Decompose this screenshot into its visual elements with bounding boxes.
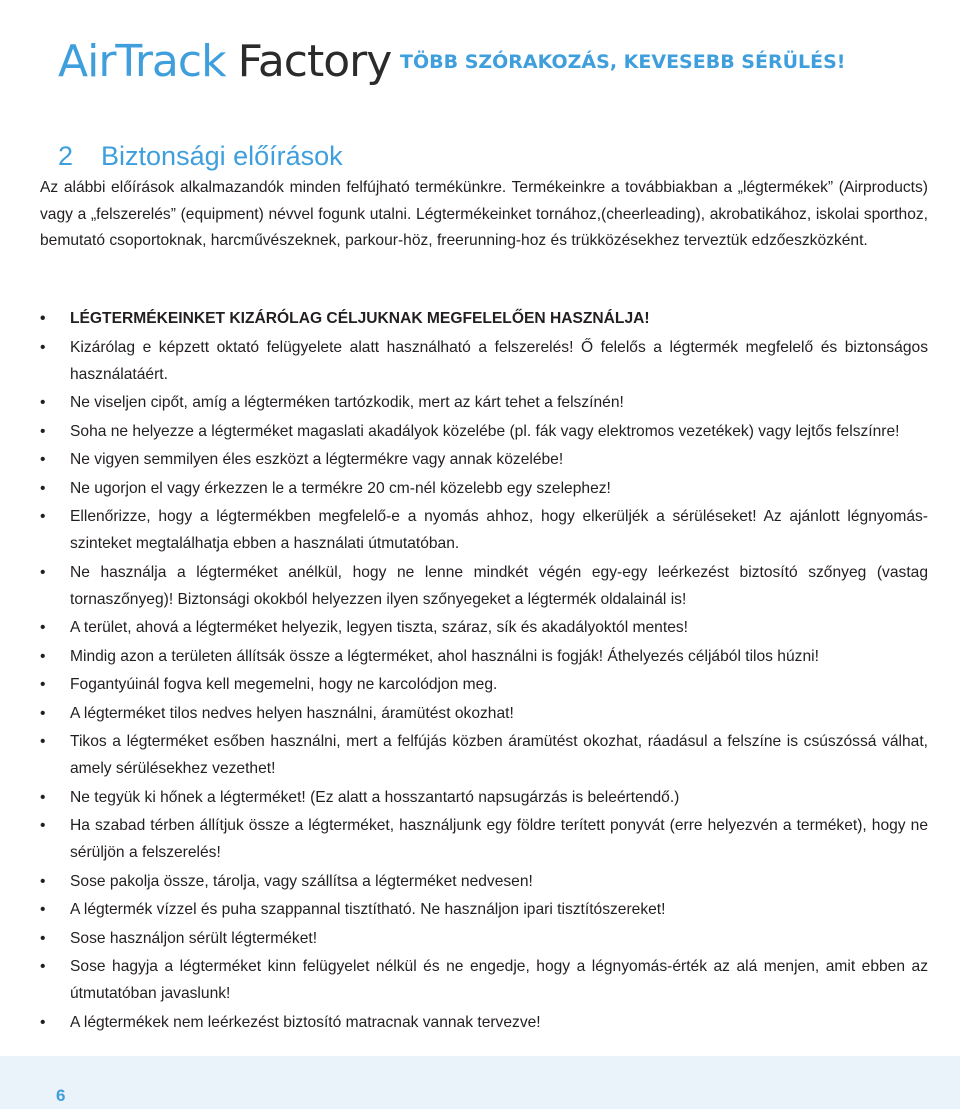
- list-item-text: Fogantyúinál fogva kell megemelni, hogy ne karcolódjon meg.: [70, 676, 498, 693]
- intro-paragraph: Az alábbi előírások alkalmazandók minden felfújható termékünkre. Termékeinkre a továbbiakban a „légtermékek” (Airproducts) vagy a „felszerelés” (equipment) névvel fogunk utalni. Légtermékeinket tornához,(cheerleading), akrobatikához, iskolai sporthoz, bemutató csoportoknak, harcművészeknek, parkour-höz, freerunning-hoz és trükközésekhez terveztük edzőeszközként.: [40, 179, 928, 249]
- list-item-text: Mindig azon a területen állítsák össze a légterméket, ahol használni is fogják! Áthelyezés céljából tilos húzni!: [70, 647, 819, 665]
- list-item: [40, 700, 928, 727]
- list-item-text: Soha ne helyezze a légterméket magaslati akadályok közelébe (pl. fák vagy elektromos vezetékek) vagy lejtős felszínre!: [70, 422, 900, 440]
- list-item: [40, 925, 928, 952]
- bullet-icon: •: [40, 872, 46, 890]
- list-item: [40, 503, 928, 557]
- list-item-text: Sose pakolja össze, tárolja, vagy szállítsa a légterméket nedvesen!: [70, 872, 533, 890]
- list-item: [40, 614, 928, 641]
- list-item: [40, 475, 928, 502]
- page-header: [0, 0, 960, 116]
- bullet-icon: •: [40, 479, 46, 497]
- list-item: [40, 784, 928, 811]
- list-item-text: Sose hagyja a légterméket kinn felügyelet nélkül és ne engedje, hogy a légnyomás-érték az alá menjen, amit ebben az útmutatóban javaslunk!: [70, 958, 928, 1002]
- list-item: [40, 446, 928, 473]
- section-heading: [58, 136, 343, 176]
- bullet-icon: •: [40, 394, 46, 411]
- safety-rules-list: [40, 305, 928, 1037]
- bullet-icon: •: [40, 422, 46, 440]
- list-item: [40, 305, 928, 332]
- list-item: [40, 1009, 928, 1036]
- list-item-text: Ne viseljen cipőt, amíg a légterméken tartózkodik, mert az kárt tehet a felszínén!: [70, 394, 624, 411]
- list-item-text: Ne vigyen semmilyen éles eszközt a légtermékre vagy annak közelébe!: [70, 451, 564, 468]
- list-item: [40, 334, 928, 388]
- list-item-text: Ne ugorjon el vagy érkezzen le a termékre 20 cm-nél közelebb egy szelephez!: [70, 479, 611, 497]
- list-item: [40, 812, 928, 866]
- list-item-text: A légtermék vízzel és puha szappannal tisztítható. Ne használjon ipari tisztítószereket!: [70, 901, 666, 918]
- list-item: [40, 671, 928, 698]
- list-item-text: Kizárólag e képzett oktató felügyelete alatt használható a felszerelés! Ő felelős a légtermék megfelelő és biztonságos használatáért.: [70, 338, 928, 383]
- section-title: Biztonsági előírások: [101, 141, 343, 171]
- bullet-icon: •: [40, 310, 46, 327]
- airtrack-factory-logo: [58, 34, 391, 90]
- list-item-text: A légtermékek nem leérkezést biztosító matracnak vannak tervezve!: [70, 1013, 541, 1031]
- list-item-text: Ellenőrizze, hogy a légtermékben megfelelő-e a nyomás ahhoz, hogy elkerüljék a sérüléseket! Az ajánlott légnyomás-szinteket megtalálhatja ebben a használati útmutatóban.: [70, 508, 928, 552]
- page-footer-band: [0, 1056, 960, 1109]
- bullet-icon: •: [40, 788, 46, 806]
- header-tagline: TÖBB SZÓRAKOZÁS, KEVESEBB SÉRÜLÉS!: [400, 51, 846, 73]
- list-item-text: A légterméket tilos nedves helyen használni, áramütést okozhat!: [70, 704, 514, 722]
- list-item: [40, 559, 928, 613]
- list-item: [40, 643, 928, 670]
- page-number: 6: [56, 1086, 66, 1105]
- bullet-icon: •: [40, 619, 46, 636]
- bullet-icon: •: [40, 508, 46, 525]
- list-item-text: Ha szabad térben állítjuk össze a légterméket, használjunk egy földre terített ponyvát (erre helyezvén a terméket), hogy ne sérüljön a felszerelés!: [70, 817, 928, 861]
- bullet-icon: •: [40, 647, 46, 665]
- bullet-icon: •: [40, 958, 46, 975]
- logo-factory-text: Factory: [237, 36, 392, 87]
- list-item: [40, 896, 928, 923]
- list-item: [40, 728, 928, 782]
- list-item: [40, 868, 928, 895]
- list-item-text: LÉGTERMÉKEINKET KIZÁRÓLAG CÉLJUKNAK MEGFELELŐEN HASZNÁLJA!: [70, 310, 650, 327]
- bullet-icon: •: [40, 901, 46, 918]
- bullet-icon: •: [40, 676, 46, 693]
- logo-airtrack-text: AirTrack: [58, 36, 226, 87]
- bullet-icon: •: [40, 451, 46, 468]
- list-item-text: Ne tegyük ki hőnek a légterméket! (Ez alatt a hosszantartó napsugárzás is beleértendő.): [70, 788, 680, 806]
- list-item-text: Ne használja a légterméket anélkül, hogy ne lenne mindkét végén egy-egy leérkezést biztosító szőnyeg (vastag tornaszőnyeg)! Biztonsági okokból helyezzen ilyen szőnyegeket a légtermék oldalainál is!: [70, 563, 928, 608]
- bullet-icon: •: [40, 1013, 46, 1031]
- bullet-icon: •: [40, 704, 46, 722]
- list-item: [40, 389, 928, 416]
- list-item-text: Tikos a légterméket esőben használni, mert a felfújás közben áramütést okozhat, ráadásul a felszíne is csúszóssá válhat, amely sérülésekhez vezethet!: [70, 733, 928, 777]
- bullet-icon: •: [40, 563, 46, 581]
- section-number: 2: [58, 141, 74, 171]
- list-item: [40, 953, 928, 1007]
- list-item-text: Sose használjon sérült légterméket!: [70, 929, 318, 947]
- list-item: [40, 418, 928, 445]
- bullet-icon: •: [40, 733, 46, 750]
- bullet-icon: •: [40, 338, 46, 356]
- bullet-icon: •: [40, 817, 46, 834]
- bullet-icon: •: [40, 929, 46, 947]
- list-item-text: A terület, ahová a légterméket helyezik, legyen tiszta, száraz, sík és akadályoktól mentes!: [70, 619, 688, 636]
